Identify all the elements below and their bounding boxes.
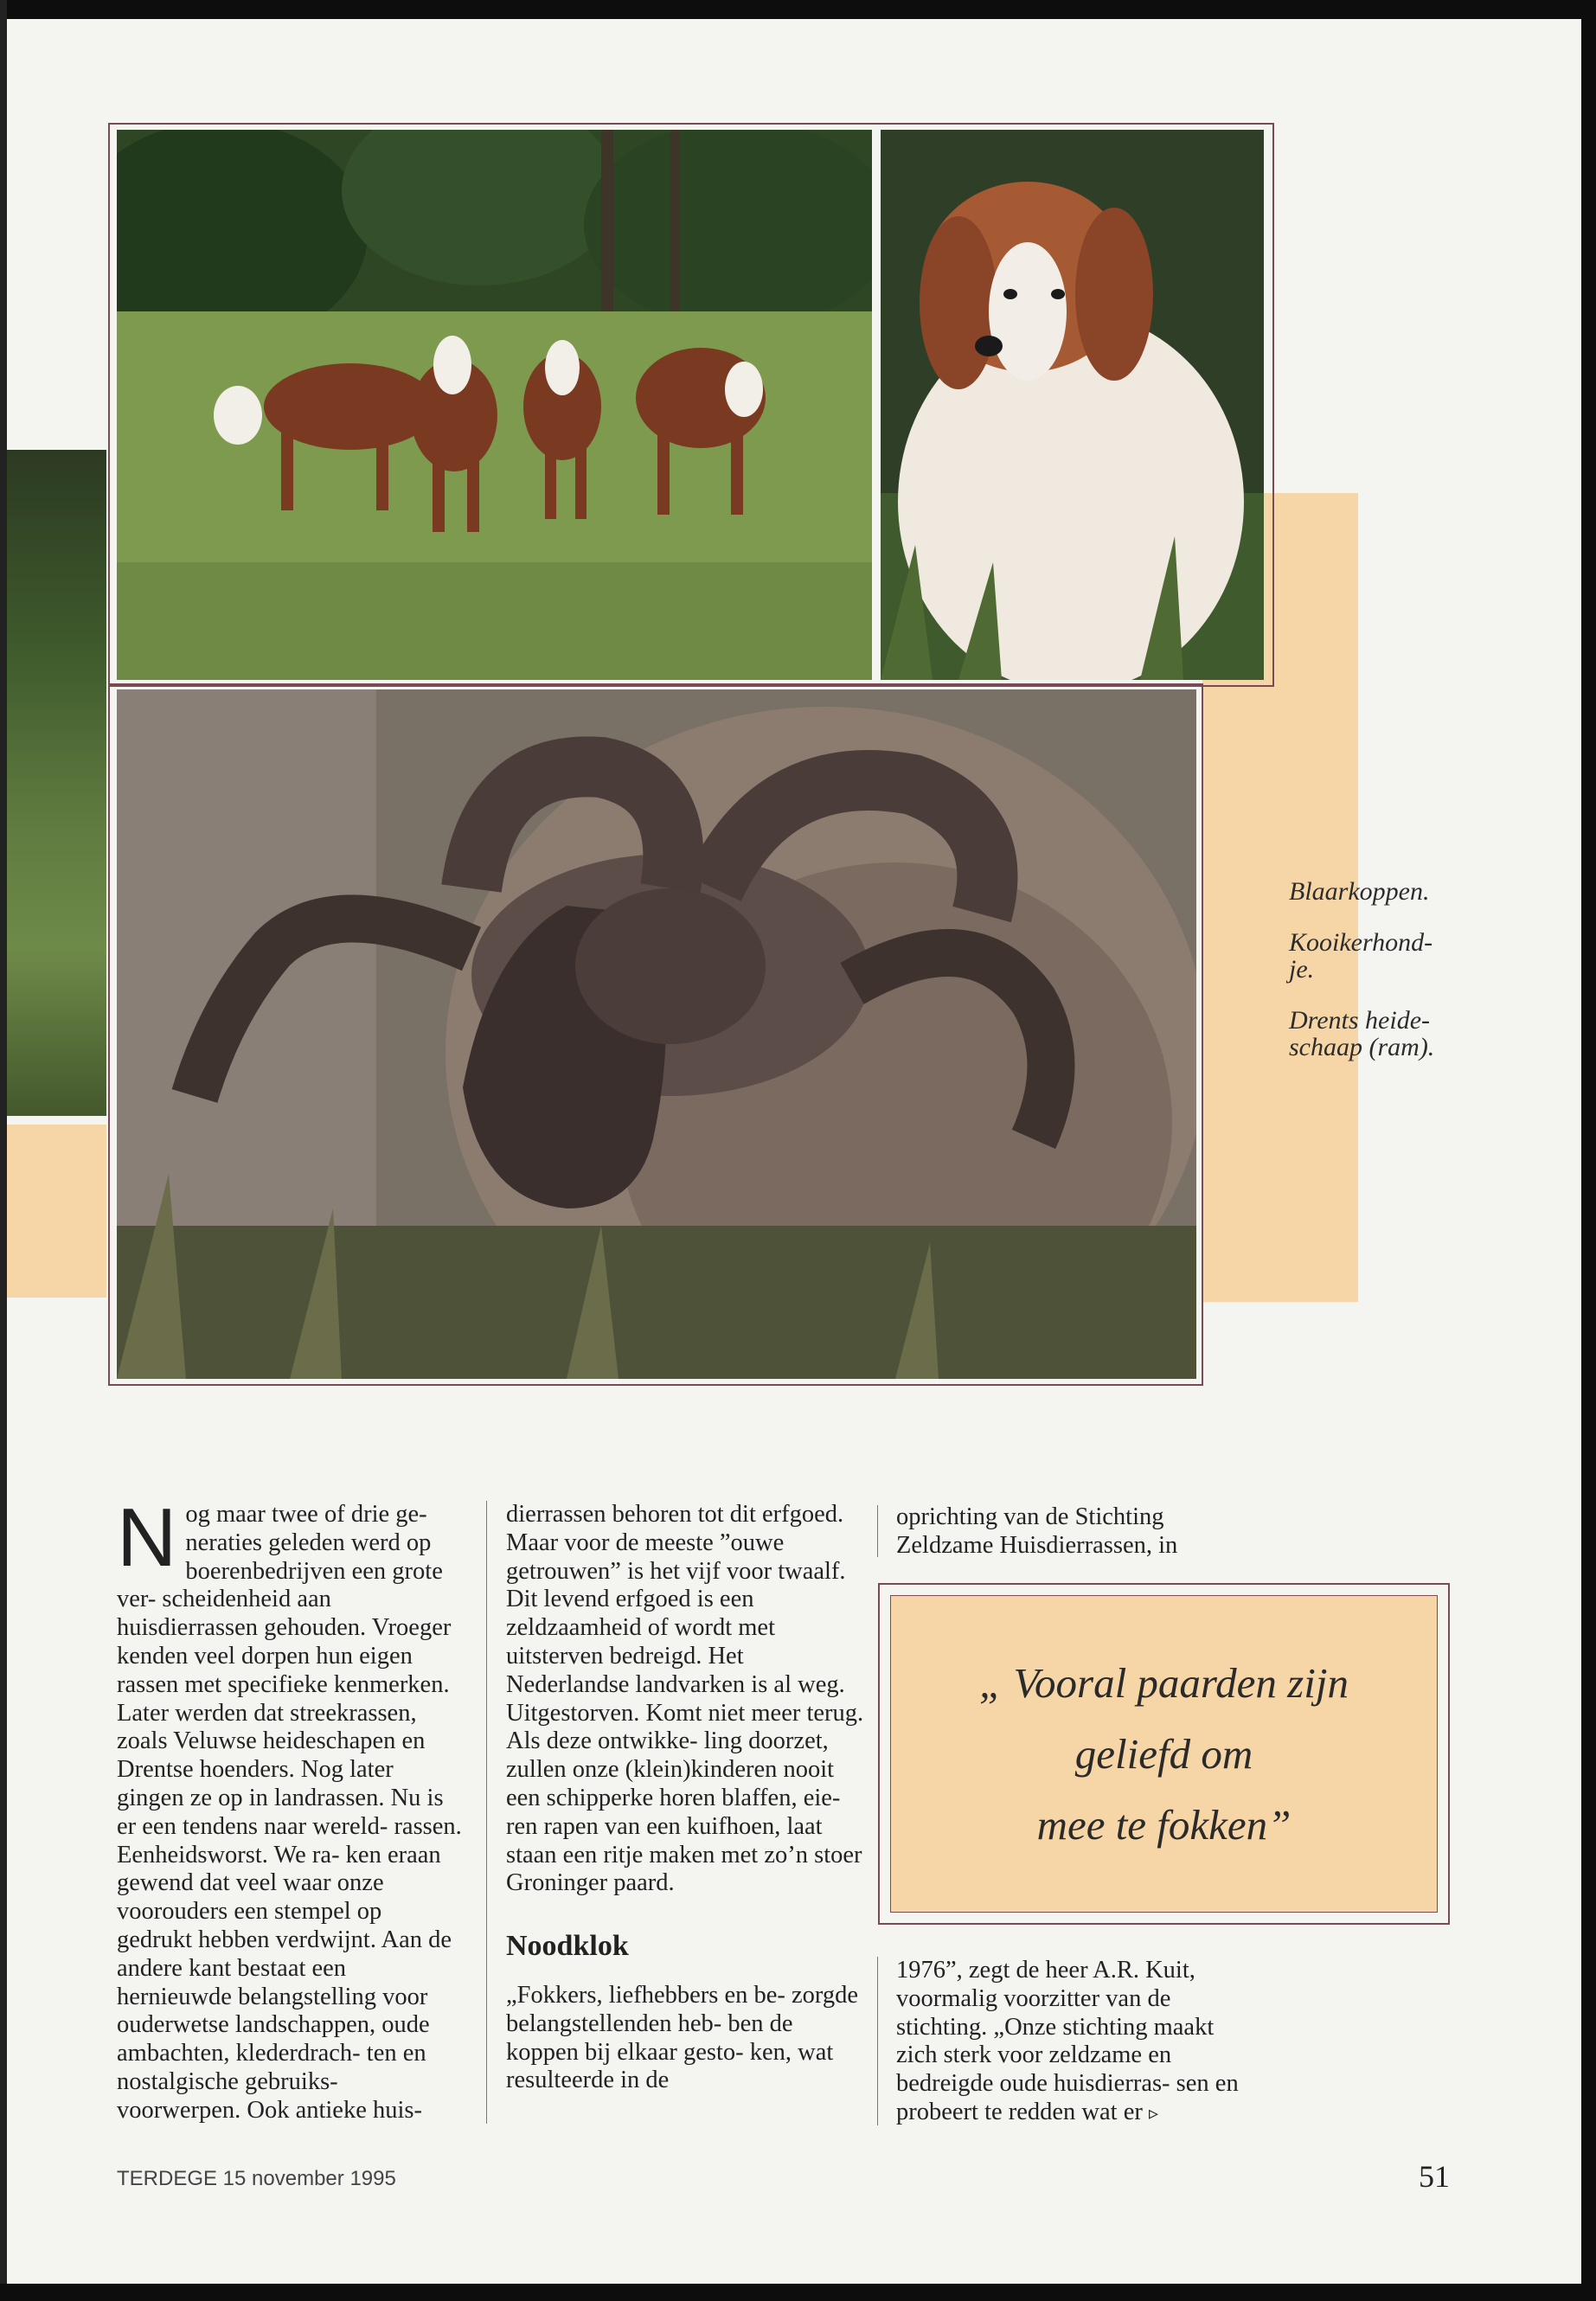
caption-kooikerhondje: Kooikerhond- je. <box>1289 928 1433 984</box>
photo-divider <box>874 123 1274 687</box>
article-body-1: boerenbedrijven een grote ver- scheidenheid aan huisdierrassen gehouden. Vroeger kenden veel dorpen hun eigen rassen met specifieke kenmerken. Later werden dat streekrassen, zoals Veluwse heideschapen en Drentse hoenders. Nog later gingen ze op in landrassen. Nu is er een tendens naar wereld- rassen. Eenheidsworst. We ra- ken eraan gewend dat veel waar onze voorouders een stempel op gedrukt hebben verdwijnt. Aan de andere kant bestaat een hernieuwde belangstelling voor ouderwetse landschappen, oude ambachten, klederdrach- ten en nostalgische gebruiks- voorwerpen. Ook antieke huis- <box>117 1557 462 2124</box>
footer-publication: TERDEGE 15 november 1995 <box>117 2167 396 2190</box>
column-rule-2a <box>877 1505 878 1557</box>
page-number: 51 <box>1419 2159 1450 2194</box>
subheading-noodklok: Noodklok <box>506 1930 629 1963</box>
pull-quote-text <box>939 1648 1389 1861</box>
pull-quote-panel <box>890 1595 1438 1913</box>
photo-captions <box>1289 878 1514 1085</box>
article-body-3a: oprichting van de Stichting Zeldzame Huisdierrassen, in <box>896 1503 1178 1559</box>
pull-quote-line-2: geliefd om <box>1074 1729 1253 1778</box>
pull-quote-line-3: mee te fokken” <box>1036 1800 1292 1849</box>
photo-drents-heideschaap <box>117 689 1196 1379</box>
scan-edge-left <box>0 0 7 2301</box>
article-column-3-top <box>896 1503 1259 1561</box>
photo-blaarkoppen <box>117 130 872 680</box>
article-body-2: dierrassen behoren tot dit erfgoed. Maar voor de meeste ”ouwe getrouwen” is het vijf voor twaalf. Dit levend erfgoed is een zeldzaamheid of wordt met uitsterven bedreigd. Het Nederlandse landvarken is al weg. Uitgestorven. Komt niet meer terug. Als deze ontwikke- ling doorzet, zullen onze (klein)kinderen nooit een schipperke horen blaffen, eie- ren rapen van een kuifhoen, laat staan een ritje maken met zo’n stoer Groninger paard. <box>506 1501 864 1897</box>
scan-edge-right <box>1581 0 1596 2301</box>
column-rule-1 <box>486 1501 487 2124</box>
caption-blaarkoppen: Blaarkoppen. <box>1289 877 1430 906</box>
pull-quote-line-1: „ Vooral paarden zijn <box>979 1658 1349 1707</box>
article-column-1 <box>117 1491 463 2125</box>
article-body-2b: „Fokkers, liefhebbers en be- zorgde belangstellenden heb- ben de koppen bij elkaar gesto- ken, wat resulteerde in de <box>506 1981 859 2094</box>
scan-edge-bottom <box>0 2284 1596 2301</box>
article-column-3-bottom <box>896 1957 1259 2129</box>
article-column-2 <box>506 1501 865 2095</box>
pull-quote-box <box>878 1583 1450 1925</box>
background-photo-strip <box>7 450 106 1116</box>
column-rule-2b <box>877 1957 878 2125</box>
scan-edge-top <box>0 0 1596 19</box>
continue-arrow-icon: ▹ <box>1148 2102 1159 2125</box>
drop-cap: N <box>117 1491 177 1584</box>
article-lead: og maar twee of drie ge- neraties geleden werd op <box>185 1501 432 1556</box>
peach-block-left <box>7 1125 106 1298</box>
caption-heideschaap: Drents heide- schaap (ram). <box>1289 1006 1435 1061</box>
article-body-3b: 1976”, zegt de heer A.R. Kuit, voormalig voorzitter van de stichting. „Onze stichting maakt zich sterk voor zeldzame en bedreigde oude huisdierras- sen en probeert te redden wat er ▹ <box>896 1957 1239 2125</box>
